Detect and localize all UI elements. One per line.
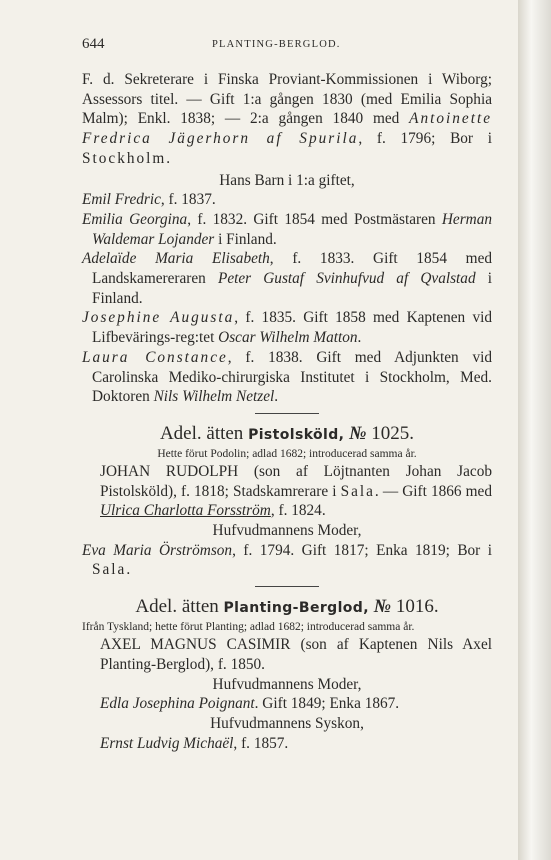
spouse-name: Ulrica Charlotta Forsström	[100, 502, 271, 520]
section-divider	[255, 413, 319, 414]
head-name: AXEL MAGNUS CASIMIR	[100, 636, 291, 654]
family-note: Ifrån Tyskland; hette förut Planting; adlad 1682; introducerad samma år.	[82, 621, 415, 634]
child-entry	[82, 190, 492, 210]
head-entry	[82, 462, 492, 521]
family-name: Planting-Berglod,	[223, 600, 369, 617]
text-segment: . Gift 1849; Enka 1867.	[254, 695, 400, 713]
number-sign: №	[373, 596, 392, 618]
text-segment: , f. 1837.	[160, 191, 216, 209]
heading-prefix: Adel. ätten	[135, 596, 219, 618]
spouse-name: Herman Waldemar Lojander	[92, 210, 492, 248]
text-segment: .	[126, 561, 131, 579]
text-segment: , f. 1857.	[233, 734, 289, 752]
text-segment: , f. 1832. Gift 1854 med Postmästaren	[187, 210, 442, 228]
mother-entry	[82, 694, 492, 714]
mother-entry	[82, 541, 492, 580]
text-segment: , f. 1794. Gift 1817; Enka 1819; Bor i	[232, 541, 492, 559]
sibling-name: Ernst Ludvig Michaël	[100, 734, 234, 752]
head-name: JOHAN RUDOLPH	[100, 462, 239, 480]
child-name: Josephine Augusta	[82, 309, 235, 327]
child-entry	[82, 348, 492, 407]
page-body	[82, 70, 492, 753]
mother-name: Eva Maria Örströmson	[82, 541, 233, 559]
text-segment: . — Gift 1866 med	[374, 482, 492, 500]
number-sign: №	[349, 422, 367, 444]
siblings-heading: Hufvudmannens Syskon,	[210, 714, 364, 732]
text-segment: (son af Kaptenen Nils Axel Planting-Berglod), f. 1850.	[100, 636, 492, 673]
sibling-entry	[82, 734, 492, 754]
text-segment: .	[166, 149, 171, 167]
child-entry	[82, 308, 492, 347]
child-name: Emil Fredric	[82, 191, 161, 209]
children-heading: Hans Barn i 1:a giftet,	[219, 171, 355, 189]
mother-name: Edla Josephina Poignant	[100, 695, 255, 713]
running-title: PLANTING-BERGLOD.	[212, 39, 341, 50]
family-note: Hette förut Podolin; adlad 1682; introducerad samma år.	[157, 447, 417, 460]
section-heading-pistolskold	[82, 422, 492, 447]
spouse-name: Nils Wilhelm Netzel	[153, 388, 275, 406]
child-name: Laura Constance	[82, 348, 228, 366]
spouse-name: Peter Gustaf Svinhufvud af Qvalstad	[217, 270, 476, 288]
residence-place: Sala	[92, 561, 127, 579]
page-number: 644	[82, 36, 105, 52]
spouse-name: Antoinette Fredrica Jägerhorn af Spurila	[82, 110, 492, 148]
text-segment: i Finland.	[214, 230, 277, 248]
family-name: Pistolsköld,	[248, 426, 345, 443]
text-segment: .	[357, 329, 362, 347]
text-segment: , f. 1824.	[270, 502, 326, 520]
child-name: Adelaïde Maria Elisabeth	[82, 250, 270, 268]
text-segment: .	[274, 388, 279, 406]
head-entry	[82, 635, 492, 674]
heading-prefix: Adel. ätten	[159, 422, 244, 444]
text-segment: , f. 1835. Gift 1858 med Kaptenen vid Lifbevärings-reg:tet	[92, 309, 492, 347]
mother-heading: Hufvudmannens Moder,	[212, 675, 362, 693]
family-number: 1016.	[395, 596, 439, 618]
child-name: Emilia Georgina	[82, 210, 188, 228]
family-number: 1025.	[371, 422, 415, 444]
text-segment: F. d. Sekreterare i Finska Proviant-Kommissionen i Wiborg; Assessors titel. — Gift 1:a gången 1830 (med Emilia Sophia Malm); Enkl. 1838; — 2:a gången 1840 med	[82, 71, 492, 128]
section-heading-planting-berglod	[82, 595, 492, 620]
text-segment: (son af Löjtnanten Johan Jacob Pistolsköld), f. 1818; Stadskamrerare i	[100, 462, 492, 500]
child-entry	[82, 249, 492, 308]
spouse-name: Oscar Wilhelm Matton	[218, 329, 358, 347]
text-segment: , f. 1796; Bor i	[358, 130, 492, 148]
page-edge	[518, 0, 551, 860]
mother-heading: Hufvudmannens Moder,	[212, 522, 362, 540]
paragraph-intro	[82, 70, 492, 169]
child-entry	[82, 210, 492, 249]
text-segment: i Finland.	[92, 270, 492, 307]
residence-place: Stockholm	[82, 149, 167, 167]
residence-place: Sala	[340, 482, 375, 500]
text-segment: , f. 1833. Gift 1854 med Landskamereraren	[92, 250, 493, 288]
section-divider	[255, 586, 319, 587]
text-segment: , f. 1838. Gift med Adjunkten vid Carolinska Mediko-chirurgiska Institutet i Stockholm, Med. Doktoren	[92, 348, 493, 406]
